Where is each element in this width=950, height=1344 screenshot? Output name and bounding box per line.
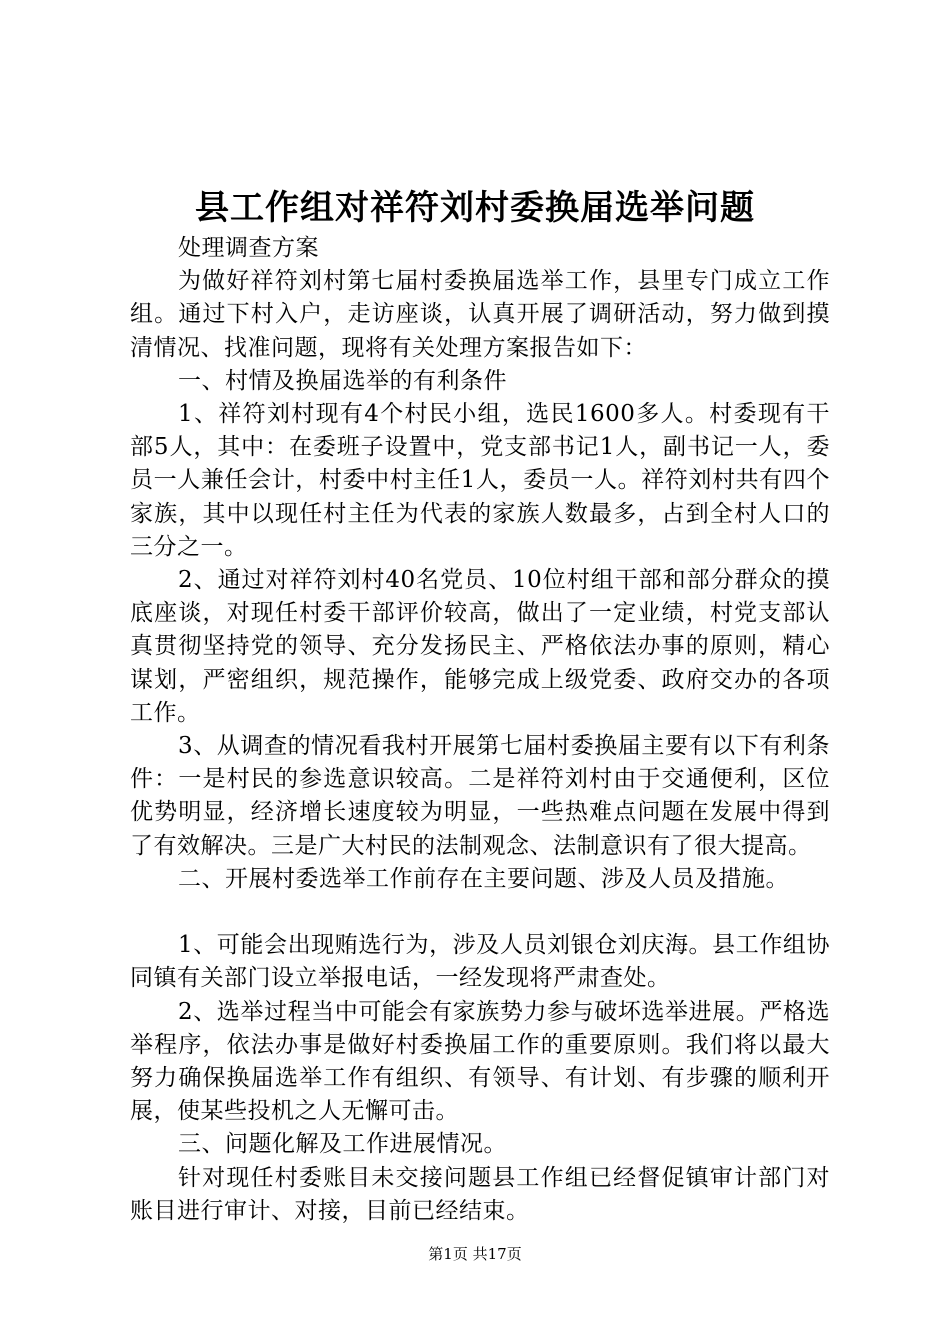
section-heading-1: 一、村情及换届选举的有利条件 [178, 367, 507, 394]
paragraph-1-1: 1、祥符刘村现有4个村民小组，选民1600多人。村委现有干部5人，其中：在委班子设置中，党支部书记1人，副书记一人，委员一人兼任会计，村委中村主任1人，委员一人。祥符刘村共有四个家族，其中以现任村主任为代表的家族人数最多，占到全村人口的三分之一。 [130, 401, 830, 560]
page-number-footer: 第1页 共17页 [428, 1245, 522, 1263]
paragraph-2-2: 2、选举过程当中可能会有家族势力参与破坏选举进展。严格选举程序，依法办事是做好村委换届工作的重要原则。我们将以最大努力确保换届选举工作有组织、有领导、有计划、有步骤的顺利开展，使某些投机之人无懈可击。 [130, 998, 830, 1125]
subtitle-paragraph: 处理调查方案 [178, 235, 319, 261]
intro-paragraph: 为做好祥符刘村第七届村委换届选举工作，县里专门成立工作组。通过下村入户，走访座谈，认真开展了调研活动，努力做到摸清情况、找准问题，现将有关处理方案报告如下： [130, 268, 830, 361]
document-body [130, 232, 830, 1228]
section-heading-3: 三、问题化解及工作进展情况。 [178, 1131, 507, 1158]
paragraph-1-3: 3、从调查的情况看我村开展第七届村委换届主要有以下有利条件：一是村民的参选意识较高。二是祥符刘村由于交通便利，区位优势明显，经济增长速度较为明显，一些热难点问题在发展中得到了有效解决。三是广大村民的法制观念、法制意识有了很大提高。 [130, 733, 830, 859]
paragraph-2-1: 1、可能会出现贿选行为，涉及人员刘银仓刘庆海。县工作组协同镇有关部门设立举报电话，一经发现将严肃查处。 [130, 932, 830, 992]
document-title: 县工作组对祥符刘村委换届选举问题 [195, 188, 755, 228]
paragraph-3-1: 针对现任村委账目未交接问题县工作组已经督促镇审计部门对账目进行审计、对接，目前已经结束。 [130, 1164, 830, 1224]
blank-line [130, 896, 830, 929]
paragraph-1-2: 2、通过对祥符刘村40名党员、10位村组干部和部分群众的摸底座谈，对现任村委干部评价较高，做出了一定业绩，村党支部认真贯彻坚持党的领导、充分发扬民主、严格依法办事的原则，精心谋划，严密组织，规范操作，能够完成上级党委、政府交办的各项工作。 [130, 567, 830, 726]
section-heading-2: 二、开展村委选举工作前存在主要问题、涉及人员及措施。 [178, 865, 789, 892]
